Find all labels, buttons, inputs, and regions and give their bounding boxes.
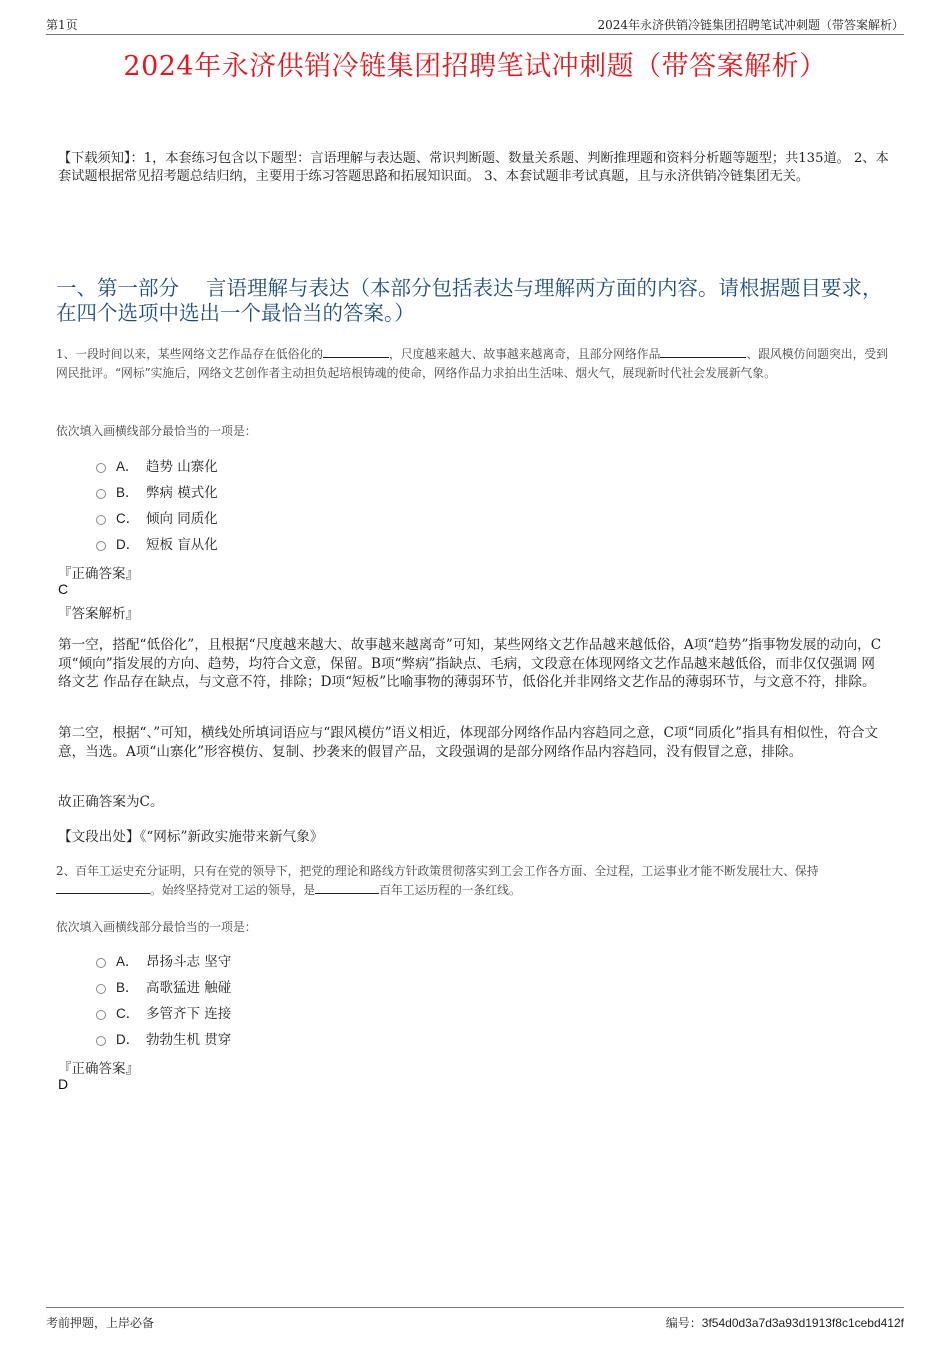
fill-blank: [56, 883, 150, 894]
answer-label: 『正确答案』: [58, 1061, 139, 1077]
option-text: 多管齐下 连接: [146, 1006, 232, 1022]
radio-icon[interactable]: [96, 541, 106, 551]
question-1-text-c: 、跟风模仿问题突出，受到网民批评。“网标”实施后，网络文艺创作者主动担负起培根铸魂的使命，网络作品力求拍出生活味、烟火气，展现新时代社会发展新气象。: [56, 347, 888, 380]
footer-doc-code: [666, 1314, 904, 1331]
analysis-conclusion: 故正确答案为C。: [58, 794, 164, 810]
passage-source: 【文段出处】《“网标”新政实施带来新气象》: [58, 829, 324, 845]
option-key: D．: [116, 1032, 140, 1047]
radio-icon[interactable]: [96, 489, 106, 499]
radio-icon[interactable]: [96, 463, 106, 473]
code-label: 编号：: [665, 1316, 702, 1330]
header-doc-title: 2024年永济供销冷链集团招聘笔试冲刺题（带答案解析）: [597, 18, 904, 32]
option-c[interactable]: [96, 504, 218, 530]
option-key: B．: [116, 485, 139, 500]
answer-label: 『正确答案』: [58, 566, 139, 582]
option-text: 倾向 同质化: [146, 511, 218, 527]
fill-blank: [315, 883, 379, 894]
option-key: B．: [116, 980, 139, 995]
question-1-text-b: ，尺度越来越大、故事越来越离奇，且部分网络作品: [389, 347, 661, 361]
option-d[interactable]: [96, 530, 218, 556]
fill-blank: [323, 347, 389, 358]
code-value: 3f54d0d3a7d3a93d1913f8c1cebd412f: [701, 1316, 904, 1330]
option-b[interactable]: [96, 478, 218, 504]
question-2-options: [96, 947, 231, 1051]
option-key: C．: [116, 1006, 140, 1021]
question-2-text-b: 。始终坚持党对工运的领导，是: [150, 883, 316, 897]
radio-icon[interactable]: [96, 515, 106, 525]
option-text: 短板 盲从化: [146, 537, 218, 553]
option-text: 趋势 山寨化: [146, 459, 218, 475]
option-text: 昂扬斗志 坚守: [146, 954, 232, 970]
option-b[interactable]: [96, 973, 231, 999]
answer-value: D: [58, 1076, 69, 1092]
download-notice: 【下载须知】：1，本套练习包含以下题型：言语理解与表达题、常识判断题、数量关系题、判断推理题和资料分析题等题型；共135道。 2、本套试题根据常见招考题总结归纳，主要用于练习答题思路和拓展知识面。 3、本套试题非考试真题，且与永济供销冷链集团无关。: [58, 151, 889, 184]
analysis-paragraph-2: 第二空，根据“、”可知，横线处所填词语应与“跟风模仿”语义相近，体现部分网络作品内容趋同之意，C项“同质化”指具有相似性，符合文意，当选。A项“山寨化”形容模仿、复制、抄袭来的假冒产品，文段强调的是部分网络作品内容趋同，没有假冒之意，排除。: [58, 725, 879, 760]
question-2-prompt: 依次填入画横线部分最恰当的一项是：: [56, 920, 257, 934]
radio-icon[interactable]: [96, 1036, 106, 1046]
option-d[interactable]: [96, 1025, 231, 1051]
option-text: 勃勃生机 贯穿: [146, 1032, 232, 1048]
question-1-options: [96, 452, 218, 556]
document-title: 2024年永济供销冷链集团招聘笔试冲刺题（带答案解析）: [123, 51, 827, 82]
option-a[interactable]: [96, 452, 218, 478]
footer-slogan: 考前押题，上岸必备: [46, 1316, 155, 1330]
option-text: 高歌猛进 触碰: [146, 980, 232, 996]
question-2-text-c: 百年工运历程的一条红线。: [379, 883, 521, 897]
option-key: A．: [116, 954, 139, 969]
radio-icon[interactable]: [96, 1010, 106, 1020]
option-key: A．: [116, 459, 139, 474]
radio-icon[interactable]: [96, 958, 106, 968]
question-2-text-a: 2、百年工运史充分证明，只有在党的领导下，把党的理论和路线方针政策贯彻落实到工会工作各方面、全过程，工运事业才能不断发展壮大、保持: [56, 864, 819, 878]
option-key: C．: [116, 511, 140, 526]
option-c[interactable]: [96, 999, 231, 1025]
question-2-text: [56, 862, 898, 900]
page-footer: [46, 1307, 904, 1334]
analysis-paragraph-1: 第一空，搭配“低俗化”，且根据“尺度越来越大、故事越来越离奇”可知，某些网络文艺作品越来越低俗，A项“趋势”指事物发展的动向，C项“倾向”指发展的方向、趋势，均符合文意，保留。B项“弊病”指缺点、毛病，文段意在体现网络文艺作品越来越低俗，而非仅仅强调 网络文艺 作品存在缺点，与文意不符，排除；D项“短板”比喻事物的薄弱环节，低俗化并非网络文艺作品的薄弱环节，与文意不符，排除。: [58, 637, 882, 690]
option-a[interactable]: [96, 947, 231, 973]
analysis-label: 『答案解析』: [58, 606, 139, 622]
question-1-text: [56, 345, 898, 383]
answer-value: C: [58, 581, 69, 597]
fill-blank: [660, 347, 746, 358]
radio-icon[interactable]: [96, 984, 106, 994]
option-text: 弊病 模式化: [146, 485, 218, 501]
question-1-prompt: 依次填入画横线部分最恰当的一项是：: [56, 424, 257, 438]
page-number: 第1页: [46, 18, 78, 32]
option-key: D．: [116, 537, 140, 552]
section-heading: 一、第一部分 言语理解与表达（本部分包括表达与理解两方面的内容。请根据题目要求，在四个选项中选出一个最恰当的答案。）: [56, 276, 883, 325]
question-1-text-a: 1、一段时间以来，某些网络文艺作品存在低俗化的: [56, 347, 324, 361]
page-header: [46, 14, 904, 35]
